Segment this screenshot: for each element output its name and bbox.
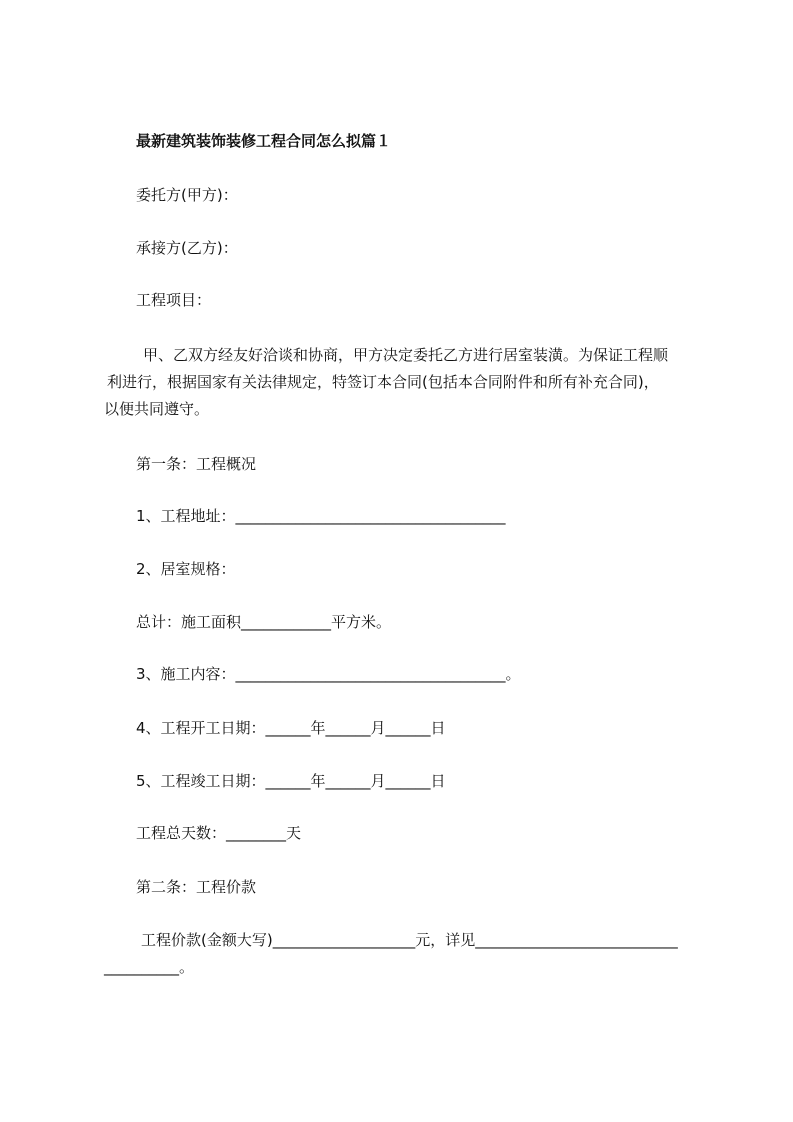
intro-paragraph-line-3: 以便共同遵守。 xyxy=(104,400,210,418)
project-field: 工程项目： xyxy=(136,291,212,309)
end-date-field: 5、工程竣工日期：______年______月______日 xyxy=(136,772,446,790)
address-field: 1、工程地址：____________________________________ xyxy=(136,507,506,525)
start-date-field: 4、工程开工日期：______年______月______日 xyxy=(136,719,446,737)
total-days-field: 工程总天数：________天 xyxy=(136,824,302,842)
spec-field: 2、居室规格： xyxy=(136,560,236,578)
intro-paragraph-line-2: 利进行，根据国家有关法律规定，特签订本合同(包括本合同附件和所有补充合同)， xyxy=(107,373,659,391)
client-field: 委托方(甲方)： xyxy=(136,186,238,204)
article-2-heading: 第二条：工程价款 xyxy=(136,878,257,896)
price-line-1: 工程价款(金额大写)___________________元，详见___________________________ xyxy=(141,931,678,949)
contractor-field: 承接方(乙方)： xyxy=(136,239,238,257)
article-1-heading: 第一条：工程概况 xyxy=(136,455,257,473)
intro-paragraph-line-1: 甲、乙双方经友好洽谈和协商，甲方决定委托乙方进行居室装潢。为保证工程顺 xyxy=(143,346,669,364)
document-title: 最新建筑装饰装修工程合同怎么拟篇１ xyxy=(136,132,392,150)
price-line-2: __________。 xyxy=(104,958,195,976)
construction-content-field: 3、施工内容：____________________________________。 xyxy=(136,665,521,683)
area-field: 总计：施工面积____________平方米。 xyxy=(136,613,392,631)
